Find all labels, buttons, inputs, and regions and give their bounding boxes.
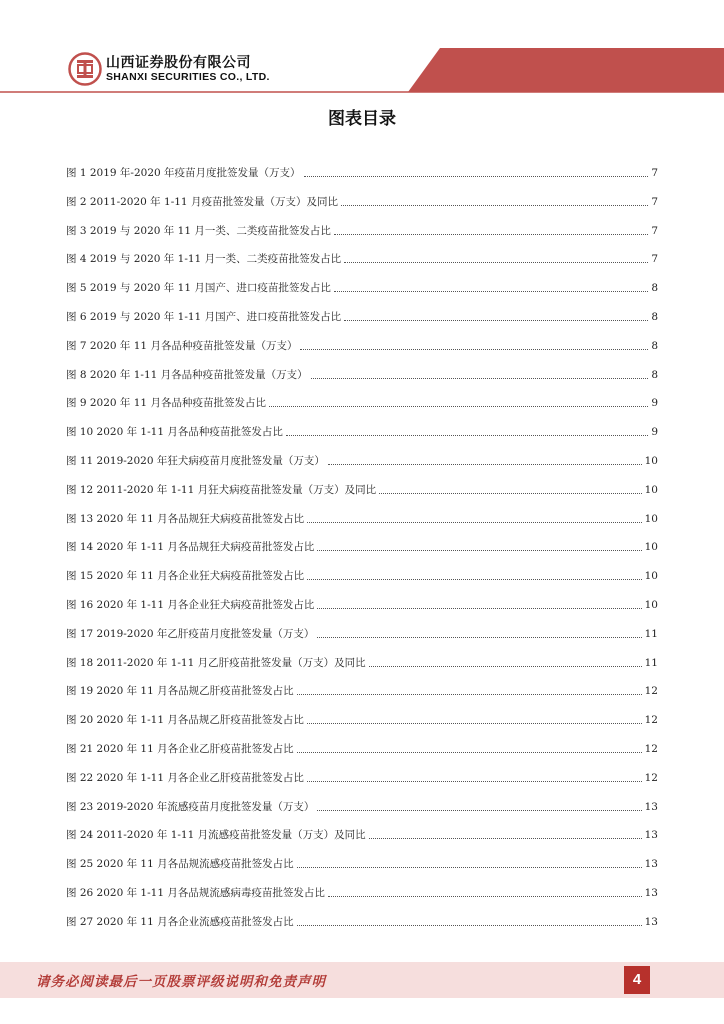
toc-page-number: 11 xyxy=(644,627,658,640)
toc-row[interactable] xyxy=(66,592,658,612)
toc-row[interactable] xyxy=(66,736,658,756)
toc-row[interactable] xyxy=(66,160,658,180)
toc-row[interactable] xyxy=(66,851,658,871)
toc-leader-dots xyxy=(379,492,641,494)
toc-leader-dots xyxy=(300,348,648,350)
toc-label: 图 11 2019-2020 年狂犬病疫苗月度批签发量（万支） xyxy=(66,455,325,467)
toc-leader-dots xyxy=(369,837,642,839)
toc-page-number: 7 xyxy=(651,224,658,237)
toc-leader-dots xyxy=(307,521,641,523)
toc-label: 图 7 2020 年 11 月各品种疫苗批签发量（万支） xyxy=(66,339,298,352)
toc-leader-dots xyxy=(297,751,642,753)
toc-leader-dots xyxy=(297,866,642,868)
toc-row[interactable] xyxy=(66,218,658,238)
toc-page-number: 10 xyxy=(644,570,658,583)
toc-label: 图 4 2019 与 2020 年 1-11 月一类、二类疫苗批签发占比 xyxy=(66,253,342,266)
toc-row[interactable] xyxy=(66,448,658,468)
disclaimer-text: 请务必阅读最后一页股票评级说明和免责声明 xyxy=(36,974,326,990)
toc-leader-dots xyxy=(307,722,642,724)
toc-page-number: 13 xyxy=(644,915,658,928)
toc-page-number: 10 xyxy=(644,599,658,611)
toc-row[interactable] xyxy=(66,477,658,497)
toc-label: 图 24 2011-2020 年 1-11 月流感疫苗批签发量（万支）及同比 xyxy=(66,829,366,842)
toc-label: 图 15 2020 年 11 月各企业狂犬病疫苗批签发占比 xyxy=(66,570,305,583)
shanxi-securities-logo xyxy=(68,52,102,86)
toc-leader-dots xyxy=(317,636,641,638)
toc-leader-dots xyxy=(297,693,642,695)
toc-leader-dots xyxy=(286,434,648,436)
toc-page-number: 13 xyxy=(644,887,658,899)
toc-label: 图 6 2019 与 2020 年 1-11 月国产、进口疫苗批签发占比 xyxy=(66,311,342,323)
company-name-cn: 山西证券股份有限公司 xyxy=(106,55,251,71)
toc-label: 图 13 2020 年 11 月各品规狂犬病疫苗批签发占比 xyxy=(66,512,305,525)
page-title: 图表目录 xyxy=(328,109,396,129)
toc-row[interactable] xyxy=(66,650,658,670)
toc-label: 图 10 2020 年 1-11 月各品种疫苗批签发占比 xyxy=(66,426,283,439)
toc-page-number: 10 xyxy=(644,512,658,525)
toc-row[interactable] xyxy=(66,822,658,842)
toc-page-number: 8 xyxy=(651,311,658,323)
company-name-en: SHANXI SECURITIES CO., LTD. xyxy=(106,71,270,83)
toc-row[interactable] xyxy=(66,362,658,382)
toc-label: 图 9 2020 年 11 月各品种疫苗批签发占比 xyxy=(66,397,266,410)
toc-label: 图 2 2011-2020 年 1-11 月疫苗批签发量（万支）及同比 xyxy=(66,195,338,208)
toc-label: 图 5 2019 与 2020 年 11 月国产、进口疫苗批签发占比 xyxy=(66,282,331,295)
toc-leader-dots xyxy=(344,319,648,321)
toc-label: 图 1 2019 年-2020 年疫苗月度批签发量（万支） xyxy=(66,167,301,179)
toc-row[interactable] xyxy=(66,678,658,698)
toc-label: 图 16 2020 年 1-11 月各企业狂犬病疫苗批签发占比 xyxy=(66,599,315,611)
toc-row[interactable] xyxy=(66,419,658,439)
toc-label: 图 19 2020 年 11 月各品规乙肝疫苗批签发占比 xyxy=(66,685,294,698)
toc-label: 图 8 2020 年 1-11 月各品种疫苗批签发量（万支） xyxy=(66,368,308,381)
toc-page-number: 7 xyxy=(651,167,658,179)
toc-page-number: 9 xyxy=(651,426,658,439)
toc-page-number: 13 xyxy=(644,829,658,842)
toc-row[interactable] xyxy=(66,506,658,526)
toc-page-number: 12 xyxy=(644,685,658,698)
toc-leader-dots xyxy=(307,780,642,782)
toc-page-number: 11 xyxy=(644,656,658,669)
toc-leader-dots xyxy=(341,204,648,206)
page-footer xyxy=(0,962,724,998)
toc-row[interactable] xyxy=(66,275,658,295)
toc-row[interactable] xyxy=(66,189,658,209)
toc-page-number: 13 xyxy=(644,800,658,813)
toc-leader-dots xyxy=(334,290,648,292)
toc-page-number: 12 xyxy=(644,771,658,784)
toc-page-number: 7 xyxy=(651,253,658,266)
toc-row[interactable] xyxy=(66,621,658,641)
toc-label: 图 21 2020 年 11 月各企业乙肝疫苗批签发占比 xyxy=(66,743,294,755)
toc-page-number: 8 xyxy=(651,282,658,295)
toc-page-number: 8 xyxy=(651,368,658,381)
toc-row[interactable] xyxy=(66,880,658,900)
toc-label: 图 25 2020 年 11 月各品规流感疫苗批签发占比 xyxy=(66,858,294,871)
toc-label: 图 12 2011-2020 年 1-11 月狂犬病疫苗批签发量（万支）及同比 xyxy=(66,483,377,496)
toc-leader-dots xyxy=(369,665,642,667)
toc-row[interactable] xyxy=(66,707,658,727)
toc-leader-dots xyxy=(344,261,648,263)
toc-row[interactable] xyxy=(66,909,658,929)
toc-label: 图 18 2011-2020 年 1-11 月乙肝疫苗批签发量（万支）及同比 xyxy=(66,656,366,669)
toc-page-number: 13 xyxy=(644,858,658,871)
toc-row[interactable] xyxy=(66,304,658,324)
toc-leader-dots xyxy=(297,924,642,926)
toc-row[interactable] xyxy=(66,333,658,353)
toc-leader-dots xyxy=(269,405,648,407)
toc-page-number: 12 xyxy=(644,743,658,755)
toc-row[interactable] xyxy=(66,765,658,785)
toc-leader-dots xyxy=(328,463,642,465)
toc-leader-dots xyxy=(317,607,641,609)
toc-label: 图 27 2020 年 11 月各企业流感疫苗批签发占比 xyxy=(66,915,294,928)
toc-leader-dots xyxy=(334,233,648,235)
toc-page-number: 10 xyxy=(644,541,658,554)
toc-row[interactable] xyxy=(66,534,658,554)
page-number: 4 xyxy=(624,966,650,994)
toc-label: 图 23 2019-2020 年流感疫苗月度批签发量（万支） xyxy=(66,800,315,813)
page-header xyxy=(0,0,724,95)
toc-page-number: 10 xyxy=(644,455,658,467)
toc-label: 图 26 2020 年 1-11 月各品规流感病毒疫苗批签发占比 xyxy=(66,887,325,899)
toc-label: 图 20 2020 年 1-11 月各品规乙肝疫苗批签发占比 xyxy=(66,714,304,727)
toc-leader-dots xyxy=(311,377,649,379)
toc-label: 图 14 2020 年 1-11 月各品规狂犬病疫苗批签发占比 xyxy=(66,541,315,554)
toc-page-number: 10 xyxy=(644,483,658,496)
toc-row[interactable] xyxy=(66,390,658,410)
toc-row[interactable] xyxy=(66,794,658,814)
toc-page-number: 8 xyxy=(651,339,658,352)
toc-leader-dots xyxy=(304,175,649,177)
toc-leader-dots xyxy=(317,549,641,551)
toc-row[interactable] xyxy=(66,246,658,266)
toc-leader-dots xyxy=(328,895,642,897)
toc-row[interactable] xyxy=(66,563,658,583)
toc-leader-dots xyxy=(317,809,641,811)
toc-label: 图 17 2019-2020 年乙肝疫苗月度批签发量（万支） xyxy=(66,627,315,640)
toc-page-number: 7 xyxy=(651,195,658,208)
toc-label: 图 22 2020 年 1-11 月各企业乙肝疫苗批签发占比 xyxy=(66,771,304,784)
toc-page-number: 12 xyxy=(644,714,658,727)
toc-label: 图 3 2019 与 2020 年 11 月一类、二类疫苗批签发占比 xyxy=(66,224,331,237)
toc-leader-dots xyxy=(307,578,641,580)
toc-page-number: 9 xyxy=(651,397,658,410)
